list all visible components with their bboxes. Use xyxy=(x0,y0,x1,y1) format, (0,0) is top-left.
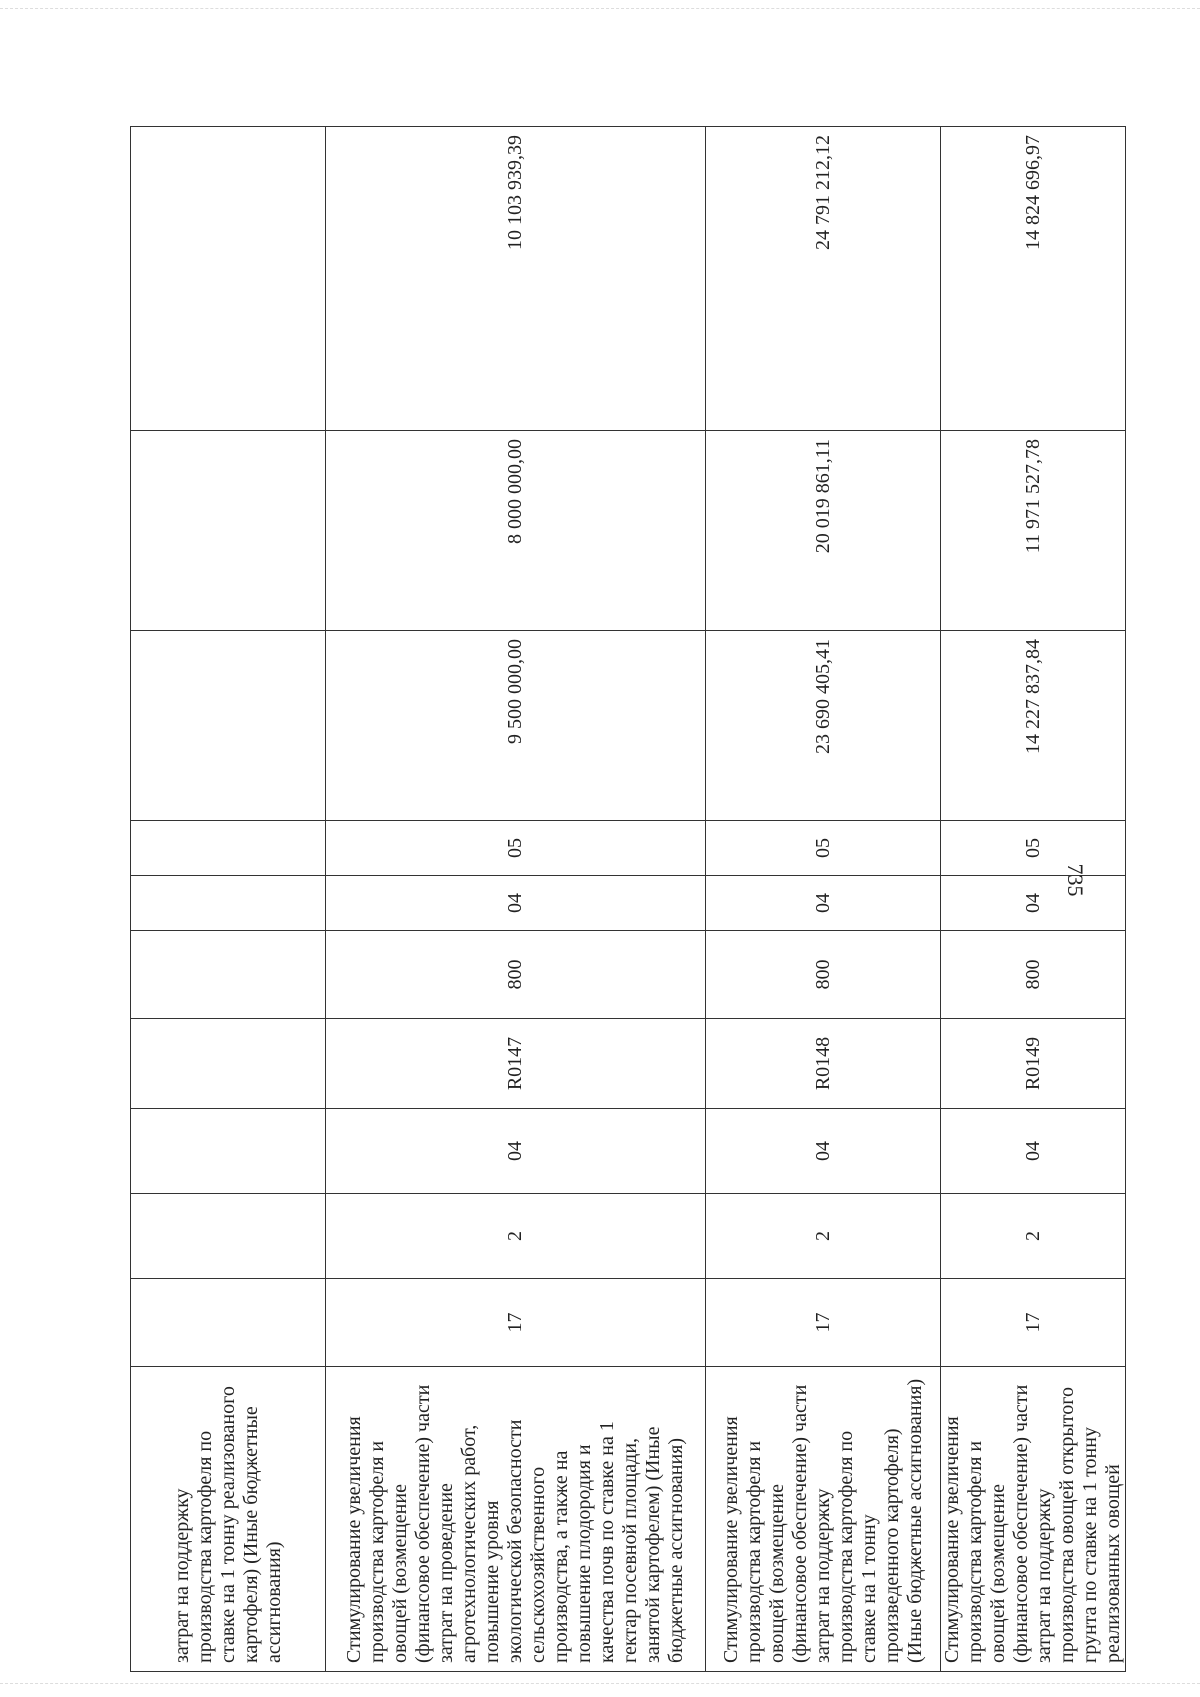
cell-chapter: 17 xyxy=(941,1279,1126,1367)
cell-rz: 04 xyxy=(706,876,941,931)
cell-amount2 xyxy=(131,431,326,631)
cell-section2: 04 xyxy=(326,1109,706,1194)
cell-pr: 05 xyxy=(706,821,941,876)
cell-amount2: 11 971 527,78 xyxy=(941,431,1126,631)
page-number: 735 xyxy=(1063,863,1088,897)
cell-amount1 xyxy=(131,631,326,821)
cell-target: R0148 xyxy=(706,1019,941,1109)
cell-amount2: 8 000 000,00 xyxy=(326,431,706,631)
cell-chapter xyxy=(131,1279,326,1367)
cell-amount2: 20 019 861,11 xyxy=(706,431,941,631)
row-description: Стимулирование увеличения производства картофеля и овощей (возмещение (финансовое обеспечение) части затрат на проведение агротехнологических работ, повышение уровня экологической безопасности сельскохозяйственного производства, а также на повышение плодородия и качества почв по ставке на 1 гектар посевной площади, занятой картофелем) (Иные бюджетные ассигнования) xyxy=(326,1367,706,1672)
cell-rz: 04 xyxy=(326,876,706,931)
cell-section1: 2 xyxy=(941,1194,1126,1279)
cell-type: 800 xyxy=(706,931,941,1019)
cell-section1 xyxy=(131,1194,326,1279)
cell-section2: 04 xyxy=(706,1109,941,1194)
table-row xyxy=(131,127,326,1672)
cell-section1: 2 xyxy=(706,1194,941,1279)
cell-amount1: 14 227 837,84 xyxy=(941,631,1126,821)
cell-chapter: 17 xyxy=(706,1279,941,1367)
row-description: Стимулирование увеличения производства картофеля и овощей (возмещение (финансовое обеспечение) части затрат на поддержку производства овощей открытого грунта по ставке на 1 тонну реализованных овощей xyxy=(941,1367,1126,1672)
cell-amount3: 10 103 939,39 xyxy=(326,127,706,431)
cell-pr: 05 xyxy=(326,821,706,876)
cell-target: R0149 xyxy=(941,1019,1126,1109)
table-row xyxy=(941,127,1126,1672)
cell-amount3: 24 791 212,12 xyxy=(706,127,941,431)
cell-target: R0147 xyxy=(326,1019,706,1109)
cell-target xyxy=(131,1019,326,1109)
cell-type: 800 xyxy=(941,931,1126,1019)
table-row xyxy=(326,127,706,1672)
cell-pr: 05 xyxy=(941,821,1126,876)
scan-edge-top xyxy=(0,8,1200,9)
cell-section1: 2 xyxy=(326,1194,706,1279)
rotated-page-content xyxy=(130,127,1124,1672)
cell-amount3 xyxy=(131,127,326,431)
cell-section2: 04 xyxy=(941,1109,1126,1194)
row-description: затрат на поддержку производства картофеля по ставке на 1 тонну реализованого картофеля) (Иные бюджетные ассигнования) xyxy=(131,1367,326,1672)
cell-amount1: 9 500 000,00 xyxy=(326,631,706,821)
cell-rz xyxy=(131,876,326,931)
cell-section2 xyxy=(131,1109,326,1194)
cell-type xyxy=(131,931,326,1019)
table-row xyxy=(706,127,941,1672)
cell-rz: 04 xyxy=(941,876,1126,931)
cell-chapter: 17 xyxy=(326,1279,706,1367)
cell-type: 800 xyxy=(326,931,706,1019)
row-description: Стимулирование увеличения производства картофеля и овощей (возмещение (финансовое обеспечение) части затрат на поддержку производства картофеля по ставке на 1 тонну произведенного картофеля) (Иные бюджетные ассигнования) xyxy=(706,1367,941,1672)
cell-pr xyxy=(131,821,326,876)
cell-amount1: 23 690 405,41 xyxy=(706,631,941,821)
scan-edge-bottom xyxy=(0,1683,1200,1684)
cell-amount3: 14 824 696,97 xyxy=(941,127,1126,431)
budget-table xyxy=(130,126,1126,1672)
